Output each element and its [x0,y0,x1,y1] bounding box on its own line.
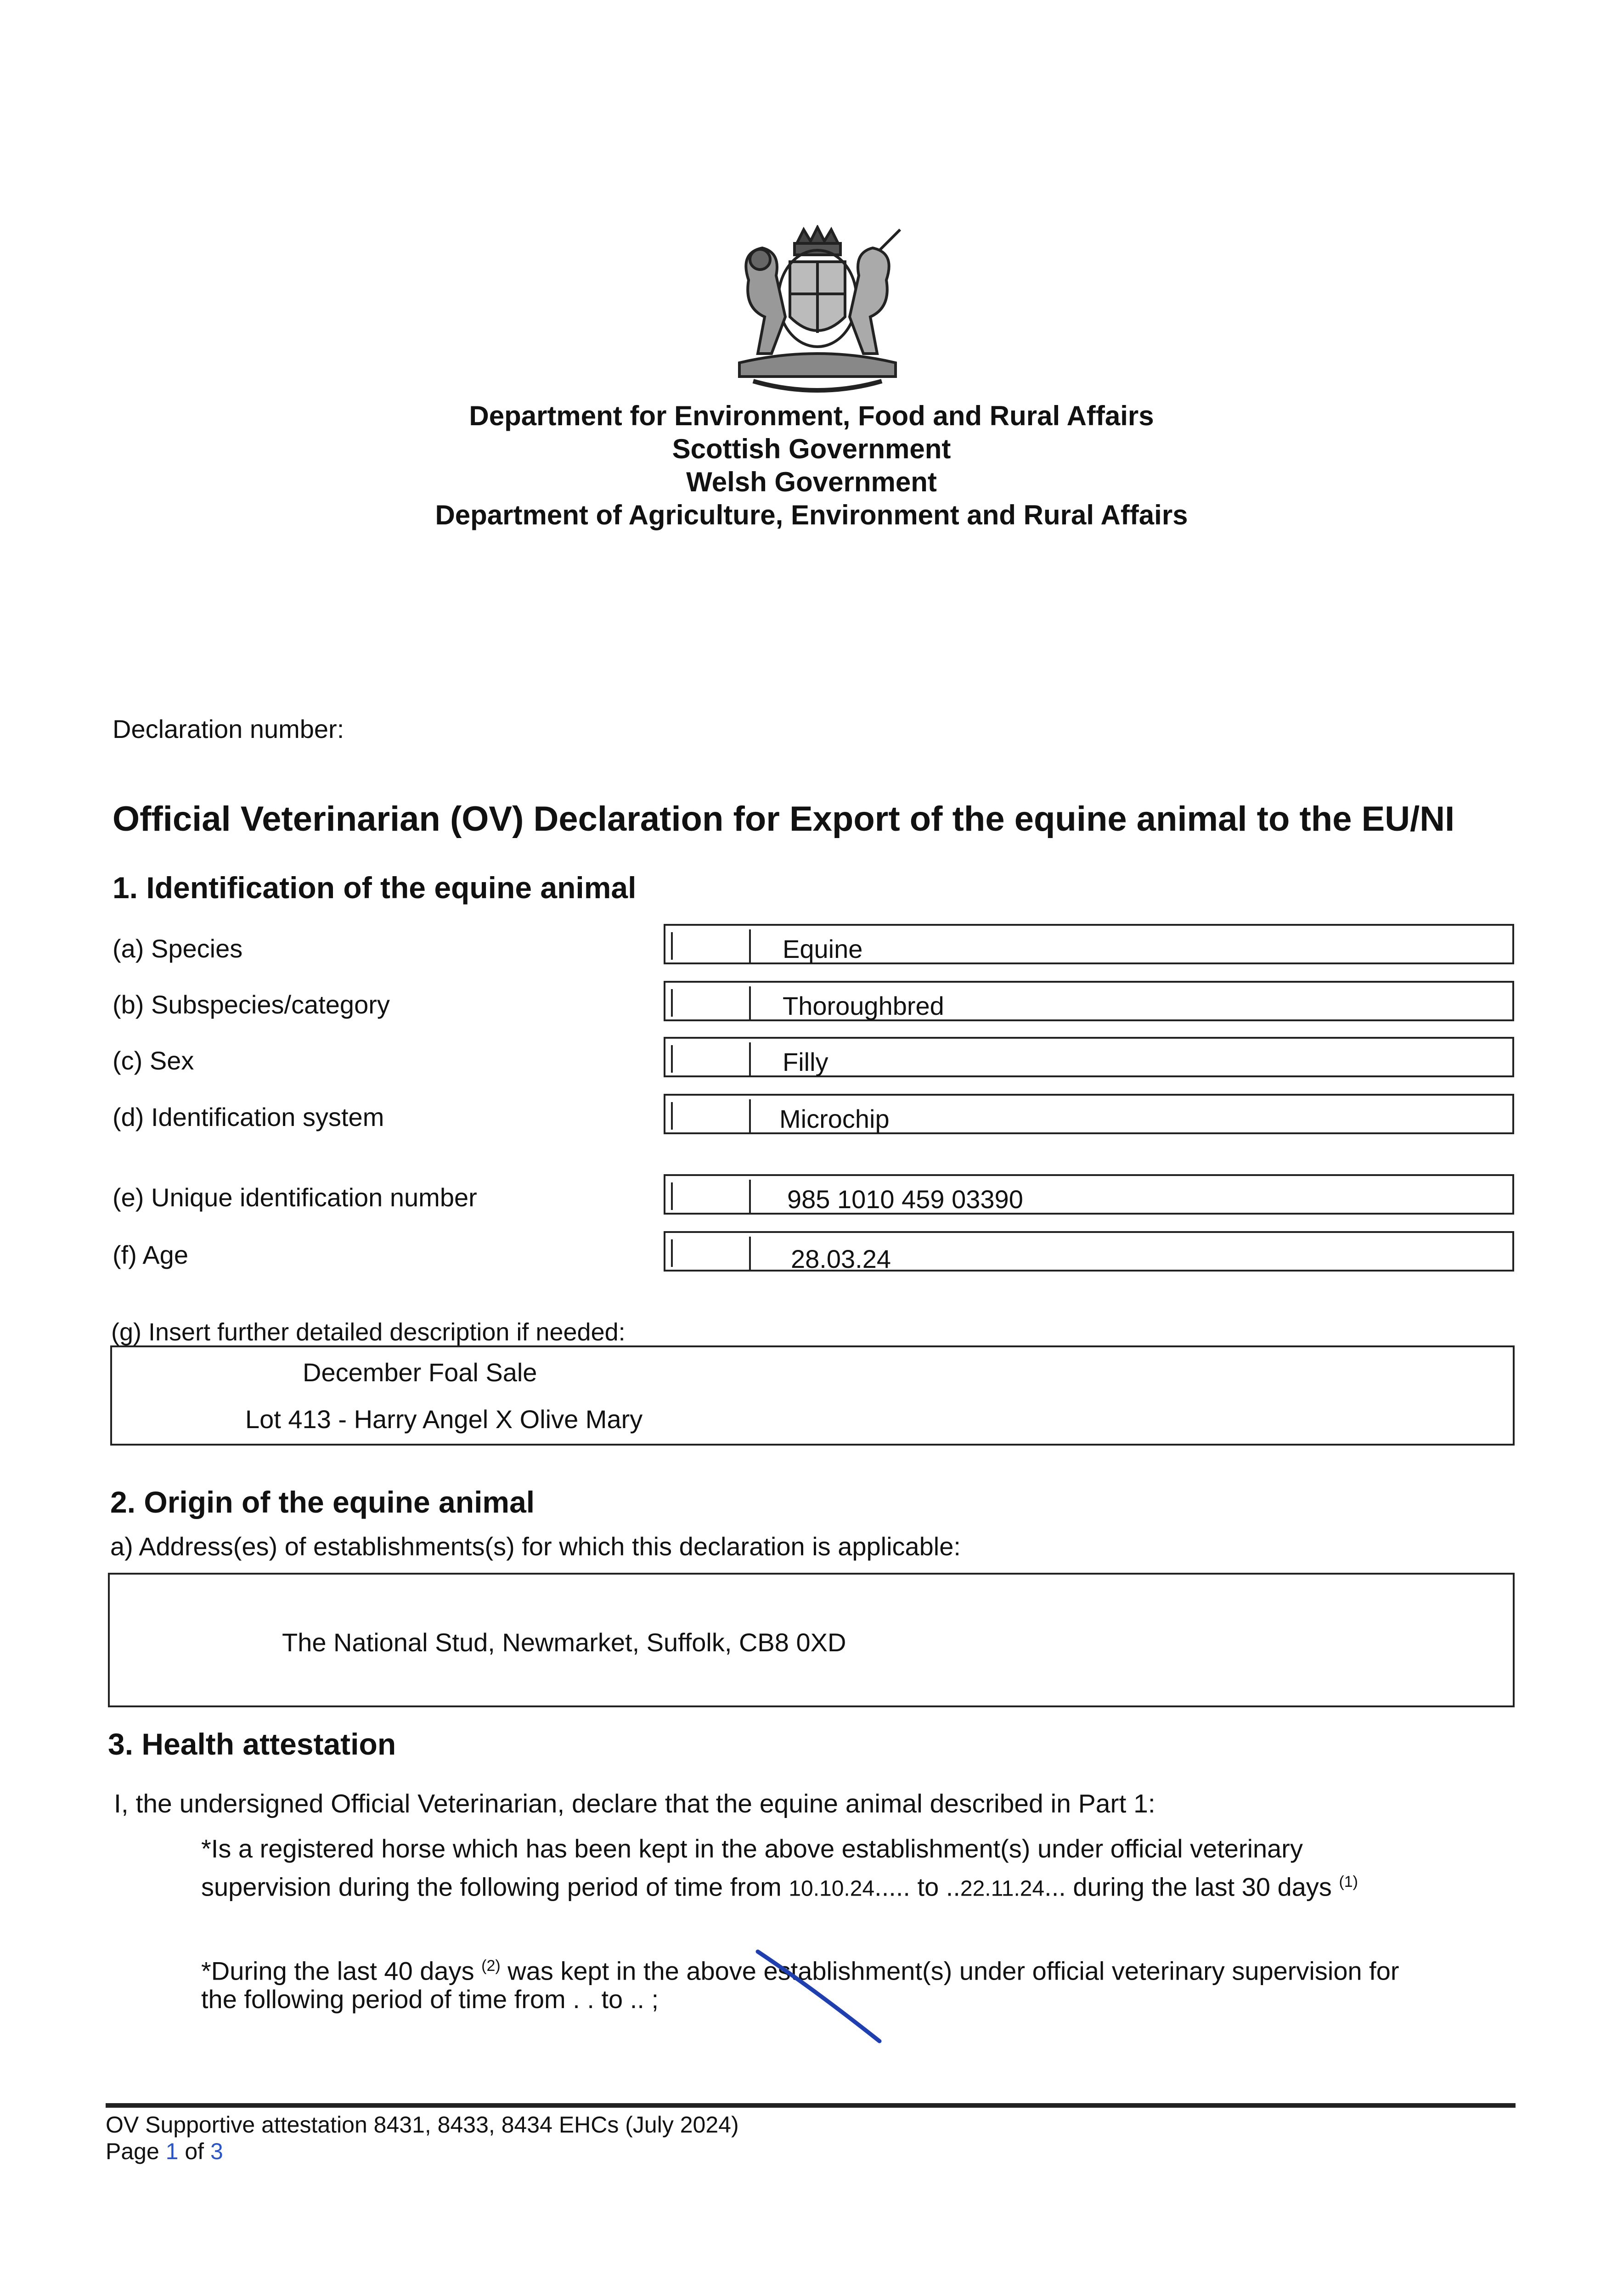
department-name-daera: Department of Agriculture, Environment and Rural Affairs [435,500,1188,530]
species-field [664,924,1514,964]
sex-field [664,1037,1514,1077]
unique-id-field [664,1174,1514,1215]
further-description-line-2: Lot 413 - Harry Angel X Olive Mary [245,1405,643,1434]
document-title: Official Veterinarian (OV) Declaration for Export of the equine animal to the EU/NI [113,799,1455,838]
royal-coat-of-arms-icon [721,225,914,400]
footer-divider [106,2103,1516,2108]
identification-system-label: (d) Identification system [113,1103,384,1131]
declaration-number-label: Declaration number: [113,715,344,743]
note-2-marker: (2) [481,1957,501,1975]
clause-2-line-1: *During the last 40 days $^{(2)}$ was kept in the above establishment(s) under official veterinary supervision for [201,1956,1399,1986]
department-name-welsh-government: Welsh Government [686,467,937,497]
clause-1-line-1: *Is a registered horse which has been kept in the above establishment(s) under official veterinary [201,1834,1303,1863]
sex-label: (c) Sex [113,1046,194,1075]
further-description-line-1: December Foal Sale [303,1358,537,1387]
address-box [108,1573,1515,1707]
unique-id-label: (e) Unique identification number [113,1183,477,1212]
section-1-title: 1. Identification of the equine animal [113,871,637,905]
unique-id-value: 985 1010 459 03390 [787,1185,1023,1214]
subspecies-field [664,981,1514,1021]
footer-attestation: OV Supportive attestation 8431, 8433, 8434 EHCs (July 2024) [106,2112,739,2138]
subspecies-value: Thoroughbred [783,991,944,1020]
section-3-title: 3. Health attestation [108,1727,396,1761]
species-value: Equine [783,934,863,963]
note-1-marker: (1) [1339,1873,1358,1891]
pen-strike-mark [749,1938,886,2048]
further-description-box [110,1345,1515,1446]
address-label: a) Address(es) of establishments(s) for which this declaration is applicable: [110,1532,961,1561]
footer-page-number: Page 1 of 3 [106,2138,223,2164]
age-field [664,1231,1514,1272]
age-value: 28.03.24 [791,1244,891,1273]
address-value: The National Stud, Newmarket, Suffolk, CB8 0XD [282,1628,846,1657]
department-name-scottish-government: Scottish Government [672,433,951,464]
identification-system-value: Microchip [779,1104,890,1133]
subspecies-label: (b) Subspecies/category [113,990,390,1019]
further-description-label: (g) Insert further detailed description if needed: [111,1318,626,1346]
supervision-to-date: 22.11.24 [960,1876,1045,1901]
supervision-from-date: 10.10.24 [789,1876,875,1901]
species-label: (a) Species [113,934,243,963]
section-2-title: 2. Origin of the equine animal [110,1485,535,1519]
sex-value: Filly [783,1047,828,1076]
health-intro: I, the undersigned Official Veterinarian, declare that the equine animal described in Part 1: [114,1789,1155,1818]
identification-system-field [664,1094,1514,1134]
clause-1-line-2: supervision during the following period of time from 10.10.24..... to ..22.11.24... during the last 30 days $^{(1)}$ [201,1872,1358,1902]
clause-2-line-2: the following period of time from . . to .. ; [201,1985,659,2014]
department-name-defra: Department for Environment, Food and Rural Affairs [469,400,1154,431]
age-label: (f) Age [113,1240,188,1269]
